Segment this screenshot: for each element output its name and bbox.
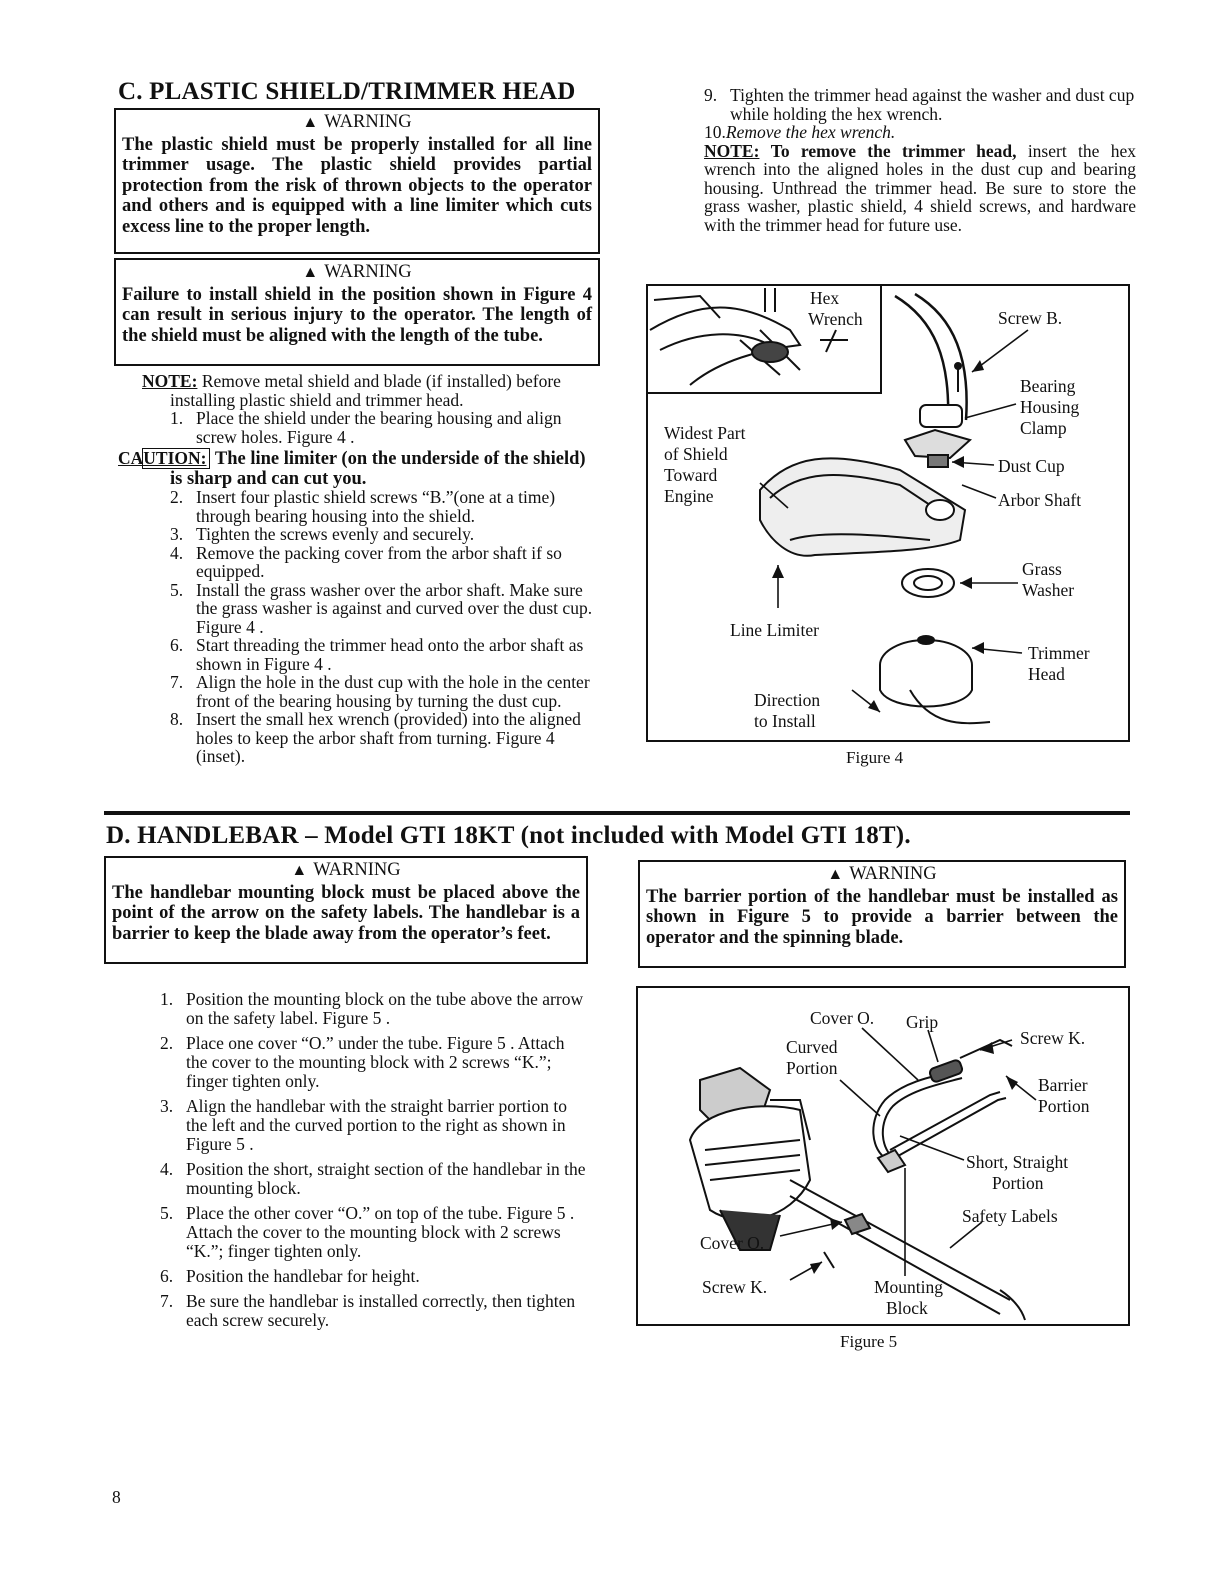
- label-short-portion: Portion: [992, 1173, 1044, 1193]
- page-number: 8: [112, 1487, 121, 1507]
- label-screw-k-bottom: Screw K.: [702, 1277, 768, 1297]
- list-item: 1. Position the mounting block on the tube above the arrow on the safety label. Figure 5 .: [160, 989, 584, 1028]
- figure-5-caption: Figure 5: [840, 1332, 898, 1351]
- figure-4-caption: Figure 4: [846, 748, 904, 767]
- warning-triangle-icon: ▲: [827, 866, 844, 883]
- label-grip: Grip: [906, 1012, 939, 1032]
- engine-drawing: [690, 1068, 810, 1250]
- label-engine: Engine: [664, 486, 714, 506]
- warning-text: The handlebar mounting block must be placed above the point of the arrow on the safety labels. The handlebar is a barrier to keep the blade away from the operator’s feet.: [112, 882, 580, 944]
- list-item: 3. Align the handlebar with the straight barrier portion to the left and the curved portion to the right as shown in Figure 5 .: [160, 1096, 568, 1154]
- warning-heading: ▲ WARNING: [291, 860, 401, 880]
- label-housing: Housing: [1020, 397, 1080, 417]
- label-line-limiter: Line Limiter: [730, 620, 819, 640]
- label-of-shield: of Shield: [664, 444, 728, 464]
- list-item: 7. Align the hole in the dust cup with the hole in the center front of the bearing housing by turning the dust cup.: [170, 672, 590, 711]
- list-item: 2. Insert four plastic shield screws “B.”(one at a time) through bearing housing into the shield.: [170, 487, 556, 526]
- label-washer: Washer: [1022, 580, 1075, 600]
- caution: CAUTION: The line limiter (on the underside of the shield) is sharp and can cut you.: [118, 448, 586, 489]
- warning-text: The barrier portion of the handlebar must be installed as shown in Figure 5 to provide a barrier between the operator and the spinning blade.: [646, 886, 1118, 948]
- label-to-install: to Install: [754, 711, 816, 731]
- label-direction: Direction: [754, 690, 821, 710]
- list-item: 1. Place the shield under the bearing housing and align screw holes. Figure 4 .: [170, 408, 562, 447]
- label-wrench: Wrench: [808, 309, 863, 329]
- warning-triangle-icon: ▲: [302, 264, 319, 281]
- list-item: 5. Install the grass washer over the arbor shaft. Make sure the grass washer is against and curved over the dust cup. Figure 4 .: [170, 579, 593, 637]
- list-item: 4. Remove the packing cover from the arbor shaft if so equipped.: [170, 542, 562, 581]
- label-barrier: Barrier: [1038, 1075, 1088, 1095]
- label-mounting: Mounting: [874, 1277, 944, 1297]
- list-item: 6. Position the handlebar for height.: [160, 1266, 420, 1286]
- warning-text: Failure to install shield in the position shown in Figure 4 can result in serious injury to the operator. The length of the shield must be aligned with the length of the tube.: [122, 284, 592, 346]
- label-toward: Toward: [664, 465, 718, 485]
- label-trimmer: Trimmer: [1028, 643, 1090, 663]
- label-screw-b: Screw B.: [998, 308, 1063, 328]
- label-arbor-shaft: Arbor Shaft: [998, 490, 1082, 510]
- note-remove-head: NOTE: To remove the trimmer head, insert the hex wrench into the aligned holes in the dust cup and bearing housing. Unthread the trimmer head. Be sure to store the grass washer, plastic shield, 4 shield screws, and hardware with the trimmer head for future use.: [704, 140, 1136, 235]
- list-item: 3. Tighten the screws evenly and securely.: [170, 524, 475, 544]
- note: NOTE: Remove metal shield and blade (if installed) before installing plastic shield and trimmer head.: [142, 371, 561, 410]
- label-widest-part: Widest Part: [664, 423, 746, 443]
- section-c-title: C. PLASTIC SHIELD/TRIMMER HEAD: [118, 78, 576, 105]
- list-item: 10.Remove the hex wrench.: [704, 122, 896, 142]
- list-item: 5. Place the other cover “O.” on top of the tube. Figure 5 . Attach the cover to the mounting block with 2 screws “K.”; finger tighten only.: [160, 1203, 575, 1261]
- label-cover-o-top: Cover O.: [810, 1008, 875, 1028]
- label-cover-o-bottom: Cover O.: [700, 1233, 765, 1253]
- label-short-straight: Short, Straight: [966, 1152, 1069, 1172]
- label-curved: Curved: [786, 1037, 838, 1057]
- section-d-title: D. HANDLEBAR – Model GTI 18KT (not included with Model GTI 18T).: [106, 822, 911, 849]
- label-bearing: Bearing: [1020, 376, 1076, 396]
- warning-triangle-icon: ▲: [302, 114, 319, 131]
- label-barrier-portion: Portion: [1038, 1096, 1090, 1116]
- warning-heading: ▲ WARNING: [302, 112, 412, 132]
- warning-triangle-icon: ▲: [291, 862, 308, 879]
- list-item: 4. Position the short, straight section of the handlebar in the mounting block.: [160, 1159, 586, 1198]
- list-item: 6. Start threading the trimmer head onto the arbor shaft as shown in Figure 4 .: [170, 635, 584, 674]
- caution-label: CAUTION:: [142, 448, 210, 469]
- label-screw-k-top: Screw K.: [1020, 1028, 1086, 1048]
- label-safety-labels: Safety Labels: [962, 1206, 1058, 1226]
- label-grass: Grass: [1022, 559, 1062, 579]
- label-curved-portion: Portion: [786, 1058, 838, 1078]
- warning-heading: ▲ WARNING: [827, 864, 937, 884]
- list-item: 2. Place one cover “O.” under the tube. Figure 5 . Attach the cover to the mounting block with 2 screws “K.”; finger tighten only.: [160, 1033, 565, 1091]
- label-head: Head: [1028, 664, 1065, 684]
- label-clamp: Clamp: [1020, 418, 1067, 438]
- label-dust-cup: Dust Cup: [998, 456, 1065, 476]
- mounting-block-drawing: [824, 1150, 905, 1268]
- warning-text: The plastic shield must be properly installed for all line trimmer usage. The plastic shield provides partial protection from the risk of thrown objects to the operator and others and is equipped with a line limiter which cuts excess line to the proper length.: [122, 134, 592, 237]
- warning-heading: ▲ WARNING: [302, 262, 412, 282]
- list-item: 8. Insert the small hex wrench (provided) into the aligned holes to keep the arbor shaft from turning. Figure 4 (inset).: [170, 709, 581, 766]
- list-item: 9. Tighten the trimmer head against the washer and dust cup while holding the hex wrench.: [704, 85, 1135, 124]
- label-block: Block: [886, 1298, 928, 1318]
- list-item: 7. Be sure the handlebar is installed correctly, then tighten each screw securely.: [160, 1291, 576, 1330]
- label-hex: Hex: [810, 288, 840, 308]
